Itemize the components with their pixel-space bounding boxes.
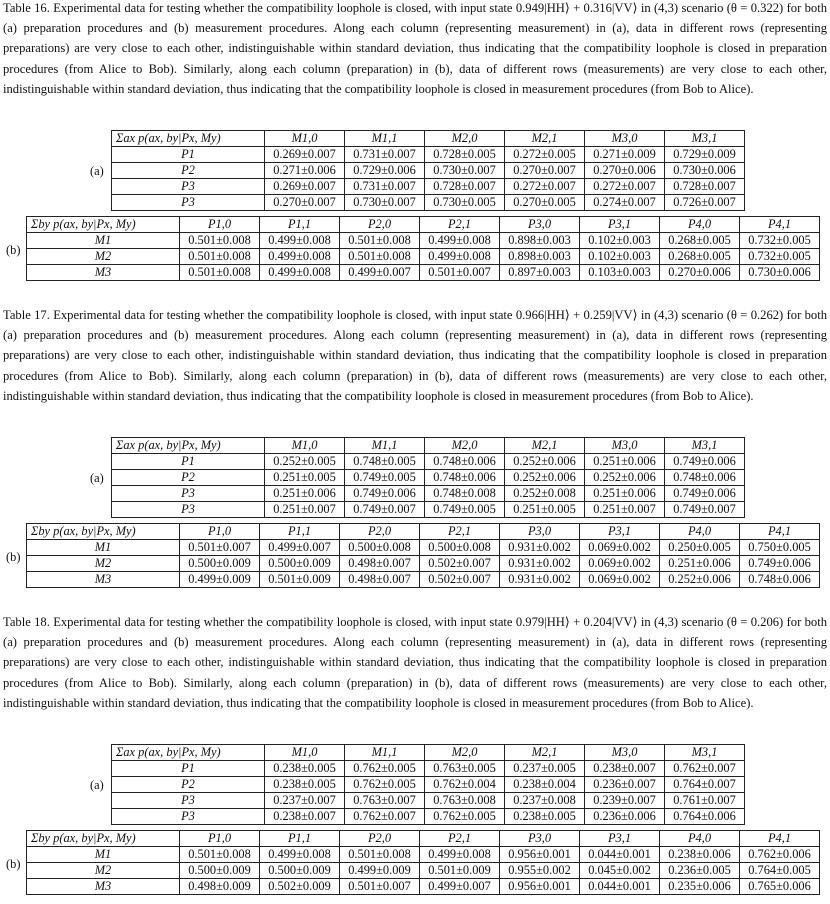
- table-row: [112, 761, 745, 777]
- cell: 0.931±0.002: [500, 572, 580, 588]
- col-header: P2,0: [340, 524, 420, 540]
- cell: 0.270±0.006: [585, 163, 665, 179]
- row-label: P1: [112, 147, 265, 163]
- cell: 0.731±0.007: [345, 179, 425, 195]
- col-header: P1,1: [260, 524, 340, 540]
- corner-text: Σax p(ax, by|Px, My): [116, 438, 221, 452]
- col-header: P3,1: [580, 217, 660, 233]
- col-header: P4,1: [740, 831, 820, 847]
- cell: 0.238±0.006: [660, 847, 740, 863]
- cell: 0.499±0.008: [260, 847, 340, 863]
- cell: 0.499±0.007: [420, 879, 500, 895]
- col-header: P4,0: [660, 524, 740, 540]
- cell: 0.501±0.009: [420, 863, 500, 879]
- cell: 0.500±0.009: [180, 863, 260, 879]
- cell: 0.764±0.006: [665, 809, 745, 825]
- col-header: M3,1: [665, 438, 745, 454]
- cell: 0.499±0.008: [260, 233, 340, 249]
- cell: 0.045±0.002: [580, 863, 660, 879]
- cell: 0.238±0.007: [585, 761, 665, 777]
- cell: 0.762±0.007: [665, 761, 745, 777]
- cell: 0.762±0.006: [740, 847, 820, 863]
- cell: 0.500±0.008: [420, 540, 500, 556]
- row-label: P1: [112, 454, 265, 470]
- cell: 0.268±0.005: [660, 249, 740, 265]
- col-header: M2,1: [505, 745, 585, 761]
- cell: 0.732±0.005: [740, 233, 820, 249]
- col-header: P1,0: [180, 831, 260, 847]
- cell: 0.956±0.001: [500, 879, 580, 895]
- cell: 0.764±0.007: [665, 777, 745, 793]
- row-label: M2: [27, 863, 180, 879]
- col-header: P1,1: [260, 831, 340, 847]
- cell: 0.270±0.007: [265, 195, 345, 211]
- cell: 0.763±0.005: [425, 761, 505, 777]
- cell: 0.499±0.009: [340, 863, 420, 879]
- cell: 0.250±0.005: [660, 540, 740, 556]
- corner-text: Σax p(ax, by|Px, My): [116, 745, 221, 759]
- col-header: P3,0: [500, 217, 580, 233]
- table-18-caption: Table 18. Experimental data for testing whether the compatibility loophole is closed, with input state 0.979|HH⟩ + 0.204|VV⟩ in (4,3) scenario (θ = 0.206) for both (a) preparation procedures and (b) measurement procedures. Along each column (representing measurement) in (a), data in different rows (representing preparations) are very close to each other, indistinguishable within standard deviation, thus indicating that the compatibility loophole is closed in preparation procedures (from Alice to Bob). Similarly, along each column (preparation) in (b), data of different rows (measurements) are very close to each other, indistinguishable within standard deviation, thus indicating that the compatibility loophole is closed in measurement procedures (from Bob to Alice).: [3, 615, 827, 710]
- table-17-b: [26, 523, 820, 588]
- table-18-b: [26, 830, 820, 895]
- table-row: [112, 454, 745, 470]
- cell: 0.499±0.009: [180, 572, 260, 588]
- corner-header: [112, 438, 265, 454]
- cell: 0.749±0.006: [345, 486, 425, 502]
- cell: 0.237±0.007: [265, 793, 345, 809]
- cell: 0.271±0.006: [265, 163, 345, 179]
- cell: 0.501±0.008: [180, 265, 260, 281]
- cell: 0.728±0.007: [425, 179, 505, 195]
- cell: 0.251±0.005: [505, 502, 585, 518]
- col-header: M2,0: [425, 438, 505, 454]
- table-row: [27, 540, 820, 556]
- cell: 0.272±0.007: [585, 179, 665, 195]
- col-header: P2,1: [420, 524, 500, 540]
- cell: 0.748±0.006: [740, 572, 820, 588]
- col-header: M3,0: [585, 745, 665, 761]
- table-row: [27, 265, 820, 281]
- corner-text: Σax p(ax, by|Px, My): [116, 131, 221, 145]
- cell: 0.501±0.008: [340, 847, 420, 863]
- cell: 0.103±0.003: [580, 265, 660, 281]
- col-header: P4,0: [660, 831, 740, 847]
- table-row: [27, 847, 820, 863]
- cell: 0.499±0.008: [260, 249, 340, 265]
- row-label: P3: [112, 179, 265, 195]
- cell: 0.270±0.007: [505, 163, 585, 179]
- table-17-a-label: (a): [90, 471, 104, 485]
- col-header: M2,0: [425, 745, 505, 761]
- col-header: P3,0: [500, 524, 580, 540]
- cell: 0.251±0.006: [660, 556, 740, 572]
- table-18-a: [111, 744, 745, 825]
- cell: 0.499±0.008: [260, 265, 340, 281]
- cell: 0.749±0.005: [425, 502, 505, 518]
- cell: 0.502±0.009: [260, 879, 340, 895]
- col-header: P4,1: [740, 217, 820, 233]
- table-16-caption: Table 16. Experimental data for testing whether the compatibility loophole is closed, with input state 0.949|HH⟩ + 0.316|VV⟩ in (4,3) scenario (θ = 0.322) for both (a) preparation procedures and (b) measurement procedures. Along each column (representing measurement) in (a), data in different rows (representing preparations) are very close to each other, indistinguishable within standard deviation, thus indicating that the compatibility loophole is closed in preparation procedures (from Alice to Bob). Similarly, along each column (preparation) in (b), data of different rows (measurements) are very close to each other, indistinguishable within standard deviation, thus indicating that the compatibility loophole is closed in measurement procedures (from Bob to Alice).: [3, 1, 827, 96]
- cell: 0.069±0.002: [580, 556, 660, 572]
- col-header: M1,1: [345, 438, 425, 454]
- cell: 0.252±0.005: [265, 454, 345, 470]
- row-label: P1: [112, 761, 265, 777]
- cell: 0.102±0.003: [580, 249, 660, 265]
- table-row: [112, 195, 745, 211]
- cell: 0.044±0.001: [580, 879, 660, 895]
- cell: 0.251±0.007: [265, 502, 345, 518]
- cell: 0.501±0.007: [420, 265, 500, 281]
- table-row: [27, 233, 820, 249]
- cell: 0.729±0.009: [665, 147, 745, 163]
- cell: 0.498±0.009: [180, 879, 260, 895]
- cell: 0.898±0.003: [500, 249, 580, 265]
- cell: 0.730±0.007: [345, 195, 425, 211]
- corner-header: [112, 745, 265, 761]
- table-row: [27, 879, 820, 895]
- cell: 0.762±0.005: [425, 809, 505, 825]
- row-label: M3: [27, 265, 180, 281]
- cell: 0.102±0.003: [580, 233, 660, 249]
- row-label: P2: [112, 163, 265, 179]
- table-row: [112, 163, 745, 179]
- table-16-a-label: (a): [90, 164, 104, 178]
- col-header: P2,1: [420, 831, 500, 847]
- corner-header: [27, 524, 180, 540]
- cell: 0.726±0.007: [665, 195, 745, 211]
- table-16-b-label: (b): [6, 243, 21, 257]
- table-row: [27, 249, 820, 265]
- cell: 0.730±0.007: [425, 163, 505, 179]
- cell: 0.955±0.002: [500, 863, 580, 879]
- cell: 0.251±0.007: [585, 502, 665, 518]
- cell: 0.762±0.005: [345, 777, 425, 793]
- col-header: P2,0: [340, 217, 420, 233]
- cell: 0.238±0.007: [265, 809, 345, 825]
- cell: 0.236±0.006: [585, 809, 665, 825]
- table-row: [112, 793, 745, 809]
- table-18-a-label: (a): [90, 778, 104, 792]
- cell: 0.238±0.005: [265, 761, 345, 777]
- row-label: M3: [27, 879, 180, 895]
- cell: 0.498±0.007: [340, 556, 420, 572]
- row-label: P3: [112, 793, 265, 809]
- cell: 0.251±0.006: [265, 486, 345, 502]
- cell: 0.069±0.002: [580, 540, 660, 556]
- cell: 0.268±0.005: [660, 233, 740, 249]
- table-row: [112, 809, 745, 825]
- cell: 0.500±0.009: [260, 556, 340, 572]
- cell: 0.500±0.009: [260, 863, 340, 879]
- cell: 0.251±0.006: [585, 454, 665, 470]
- table-row: [112, 470, 745, 486]
- cell: 0.501±0.008: [340, 249, 420, 265]
- cell: 0.931±0.002: [500, 540, 580, 556]
- cell: 0.749±0.006: [740, 556, 820, 572]
- col-header: M2,1: [505, 438, 585, 454]
- cell: 0.762±0.004: [425, 777, 505, 793]
- cell: 0.499±0.007: [260, 540, 340, 556]
- table-16-a: [111, 130, 745, 211]
- col-header: P3,1: [580, 831, 660, 847]
- cell: 0.252±0.006: [660, 572, 740, 588]
- table-row: [27, 572, 820, 588]
- cell: 0.252±0.006: [505, 470, 585, 486]
- table-row: [27, 863, 820, 879]
- cell: 0.728±0.007: [665, 179, 745, 195]
- table-17-caption: Table 17. Experimental data for testing whether the compatibility loophole is closed, with input state 0.966|HH⟩ + 0.259|VV⟩ in (4,3) scenario (θ = 0.262) for both (a) preparation procedures and (b) measurement procedures. Along each column (representing measurement) in (a), data in different rows (representing preparations) are very close to each other, indistinguishable within standard deviation, thus indicating that the compatibility loophole is closed in preparation procedures (from Alice to Bob). Similarly, along each column (preparation) in (b), data of different rows (measurements) are very close to each other, indistinguishable within standard deviation, thus indicating that the compatibility loophole is closed in measurement procedures (from Bob to Alice).: [3, 308, 827, 403]
- cell: 0.749±0.005: [345, 470, 425, 486]
- row-label: M1: [27, 847, 180, 863]
- corner-header: [27, 831, 180, 847]
- corner-text: Σby p(ax, by|Px, My): [31, 217, 136, 231]
- col-header: M1,0: [265, 438, 345, 454]
- row-label: P3: [112, 502, 265, 518]
- cell: 0.252±0.006: [505, 454, 585, 470]
- cell: 0.499±0.007: [340, 265, 420, 281]
- cell: 0.252±0.006: [585, 470, 665, 486]
- col-header: M2,1: [505, 131, 585, 147]
- cell: 0.501±0.008: [180, 249, 260, 265]
- cell: 0.236±0.007: [585, 777, 665, 793]
- cell: 0.236±0.005: [660, 863, 740, 879]
- row-label: P2: [112, 470, 265, 486]
- cell: 0.728±0.005: [425, 147, 505, 163]
- col-header: P4,1: [740, 524, 820, 540]
- cell: 0.763±0.008: [425, 793, 505, 809]
- table-row: [112, 486, 745, 502]
- cell: 0.730±0.006: [740, 265, 820, 281]
- cell: 0.897±0.003: [500, 265, 580, 281]
- cell: 0.251±0.006: [585, 486, 665, 502]
- cell: 0.731±0.007: [345, 147, 425, 163]
- cell: 0.762±0.007: [345, 809, 425, 825]
- col-header: P1,0: [180, 524, 260, 540]
- cell: 0.762±0.005: [345, 761, 425, 777]
- cell: 0.730±0.005: [425, 195, 505, 211]
- table-row: [112, 147, 745, 163]
- row-label: P3: [112, 486, 265, 502]
- table-17-a: [111, 437, 745, 518]
- cell: 0.748±0.008: [425, 486, 505, 502]
- cell: 0.502±0.007: [420, 556, 500, 572]
- cell: 0.498±0.007: [340, 572, 420, 588]
- cell: 0.272±0.005: [505, 147, 585, 163]
- cell: 0.499±0.008: [420, 233, 500, 249]
- cell: 0.765±0.006: [740, 879, 820, 895]
- table-16-b: [26, 216, 820, 281]
- col-header: P3,0: [500, 831, 580, 847]
- cell: 0.501±0.007: [180, 540, 260, 556]
- cell: 0.749±0.007: [345, 502, 425, 518]
- cell: 0.748±0.006: [425, 470, 505, 486]
- cell: 0.271±0.009: [585, 147, 665, 163]
- corner-header: [27, 217, 180, 233]
- cell: 0.500±0.009: [180, 556, 260, 572]
- cell: 0.761±0.007: [665, 793, 745, 809]
- col-header: M1,0: [265, 745, 345, 761]
- cell: 0.502±0.007: [420, 572, 500, 588]
- cell: 0.763±0.007: [345, 793, 425, 809]
- cell: 0.239±0.007: [585, 793, 665, 809]
- row-label: M2: [27, 249, 180, 265]
- col-header: P4,0: [660, 217, 740, 233]
- cell: 0.501±0.008: [180, 233, 260, 249]
- corner-text: Σby p(ax, by|Px, My): [31, 524, 136, 538]
- col-header: P2,1: [420, 217, 500, 233]
- cell: 0.044±0.001: [580, 847, 660, 863]
- cell: 0.749±0.007: [665, 502, 745, 518]
- cell: 0.501±0.007: [340, 879, 420, 895]
- corner-text: Σby p(ax, by|Px, My): [31, 831, 136, 845]
- col-header: P2,0: [340, 831, 420, 847]
- cell: 0.237±0.008: [505, 793, 585, 809]
- col-header: M3,0: [585, 131, 665, 147]
- col-header: P1,0: [180, 217, 260, 233]
- col-header: P3,1: [580, 524, 660, 540]
- table-17-b-label: (b): [6, 550, 21, 564]
- table-row: [112, 179, 745, 195]
- cell: 0.272±0.007: [505, 179, 585, 195]
- cell: 0.270±0.005: [505, 195, 585, 211]
- table-row: [27, 556, 820, 572]
- row-label: M1: [27, 540, 180, 556]
- cell: 0.251±0.005: [265, 470, 345, 486]
- cell: 0.252±0.008: [505, 486, 585, 502]
- corner-header: [112, 131, 265, 147]
- col-header: M3,1: [665, 131, 745, 147]
- col-header: M1,0: [265, 131, 345, 147]
- cell: 0.501±0.009: [260, 572, 340, 588]
- cell: 0.501±0.008: [180, 847, 260, 863]
- cell: 0.748±0.005: [345, 454, 425, 470]
- cell: 0.956±0.001: [500, 847, 580, 863]
- cell: 0.238±0.005: [505, 809, 585, 825]
- cell: 0.269±0.007: [265, 179, 345, 195]
- row-label: M3: [27, 572, 180, 588]
- cell: 0.749±0.006: [665, 454, 745, 470]
- row-label: M2: [27, 556, 180, 572]
- cell: 0.500±0.008: [340, 540, 420, 556]
- table-row: [112, 502, 745, 518]
- col-header: M1,1: [345, 745, 425, 761]
- cell: 0.238±0.004: [505, 777, 585, 793]
- cell: 0.237±0.005: [505, 761, 585, 777]
- cell: 0.898±0.003: [500, 233, 580, 249]
- table-row: [112, 777, 745, 793]
- col-header: M1,1: [345, 131, 425, 147]
- cell: 0.931±0.002: [500, 556, 580, 572]
- cell: 0.748±0.006: [665, 470, 745, 486]
- cell: 0.501±0.008: [340, 233, 420, 249]
- row-label: P3: [112, 195, 265, 211]
- col-header: M3,0: [585, 438, 665, 454]
- cell: 0.069±0.002: [580, 572, 660, 588]
- cell: 0.235±0.006: [660, 879, 740, 895]
- cell: 0.729±0.006: [345, 163, 425, 179]
- cell: 0.274±0.007: [585, 195, 665, 211]
- cell: 0.238±0.005: [265, 777, 345, 793]
- cell: 0.730±0.006: [665, 163, 745, 179]
- col-header: M3,1: [665, 745, 745, 761]
- row-label: P3: [112, 809, 265, 825]
- col-header: P1,1: [260, 217, 340, 233]
- cell: 0.750±0.005: [740, 540, 820, 556]
- row-label: P2: [112, 777, 265, 793]
- row-label: M1: [27, 233, 180, 249]
- table-18-b-label: (b): [6, 857, 21, 871]
- col-header: M2,0: [425, 131, 505, 147]
- cell: 0.748±0.006: [425, 454, 505, 470]
- cell: 0.270±0.006: [660, 265, 740, 281]
- cell: 0.764±0.005: [740, 863, 820, 879]
- cell: 0.749±0.006: [665, 486, 745, 502]
- cell: 0.499±0.008: [420, 847, 500, 863]
- cell: 0.269±0.007: [265, 147, 345, 163]
- cell: 0.499±0.008: [420, 249, 500, 265]
- cell: 0.732±0.005: [740, 249, 820, 265]
